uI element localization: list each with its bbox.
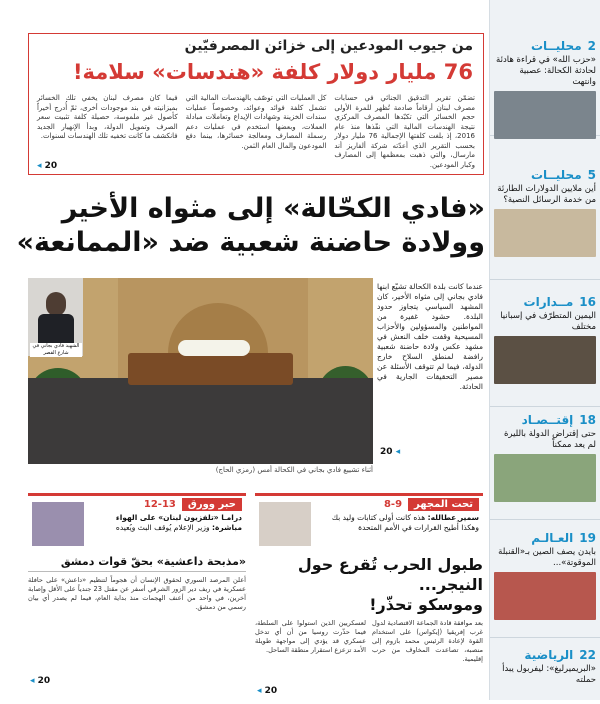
sidebar-item-world[interactable] [490,528,600,638]
sidebar-item-category: محليــات [530,168,582,182]
top-story-columns [36,94,475,169]
main-story-page-ref[interactable] [380,447,400,457]
box-pages: 8-9 [383,499,403,510]
sidebar-item-page-number: 16 [579,295,596,309]
sidebar-item-text: «البريميرليغ»: ليفربول يبدأ حملته [502,664,596,685]
niger-columns [255,619,483,704]
arrow-icon: ◂ [37,161,42,171]
box-text-rest: وزير الإعلام يُوقف البث ويُعيده [115,523,212,532]
box-under-microscope[interactable] [255,493,483,551]
sidebar-item-photo [494,209,596,257]
portrait-body [38,314,74,344]
niger-page-ref[interactable] [257,686,277,696]
main-story-body: عندما كانت بلدة الكحالة تشيّع ابنها فادي بجاني إلى مثواه الأخير، كان المشهد السياسي يتجاوز حدود البلدة. حشود غفيرة من المواطنين والمسؤولين والأحزاب المسيحية وقفت خلف النعش في مشهد عكس ولادة حاضنة شعبية رافضة لمنطق السلاح خارج الدولة، فيما لم تتوقف الأسئلة عن مصير التحقيقات الجارية في الحادثة. [377,282,483,391]
arrow-icon: ◂ [395,447,401,457]
niger-story[interactable] [255,555,483,700]
sidebar-item-page-number: 22 [579,648,596,662]
sidebar [489,0,600,700]
sidebar-item-local-2[interactable] [490,165,600,280]
box-text-rest: هذه كانت أولى كتابات وليد بك وهكذا أُطيح القرارات في الأمم المتحدة [331,513,479,532]
sidebar-item-category: الرياضية [524,648,574,662]
box-text [313,513,483,533]
crowd [28,378,373,464]
top-story-box[interactable] [28,33,484,175]
niger-headline-line-1: طبول الحرب تُقرع حول النيجر... [297,555,483,594]
sidebar-item-sports[interactable] [490,645,600,700]
sidebar-item-category: إقتــصـاد [521,413,574,427]
main-headline[interactable] [16,192,485,260]
box-pages: 12-13 [143,499,176,510]
main-headline-line-2: وولادة حاضنة شعبية ضد «الممانعة» [16,227,485,258]
page-ref-number: 20 [264,686,278,696]
top-story-column-2: كل العمليات التي توصّف بالهندسات المالية التي تشمل كلفة فوائد وعوائد، وخصوصاً عمليات سندات الخزينة وشهادات الإيداع وتعاملات مبادلة العملات، وبعضها استخدم في عمليات دعم رسملة المصارف ومعالجة خسائرها، بينما دفع المودعون والمال العام الثمن. [185,94,327,150]
sidebar-item-photo [494,91,596,139]
top-story-column-1: تضمّن تقرير التدقيق الجنائي في حسابات مصرف لبنان أرقاماً صادمة تُظهر للمرة الأولى حجم الخسائر التي تكبّدها المصرف المركزي نتيجة الهندسات المالية التي نفّذها منذ عام 2016، إذ بلغت كلفتها الإجمالية 76 مليار دولار بحسب التقرير الذي أعدّته شركة ألفاريز أند مارسال، والتي ذهبت بمعظمها إلى المصارف وكبار المودعين. [334,94,475,169]
top-story-page-ref[interactable] [37,161,57,171]
sidebar-item-photo [494,572,596,620]
box-text-lead: درامـا «تلفزيون لبنان» على الهواء مباشرة: [115,513,242,532]
sidebar-item-economy[interactable] [490,410,600,520]
sidebar-item-page-number: 19 [579,531,596,545]
sidebar-item-photo [494,336,596,384]
sidebar-item-text: بايدن يصف الصين بـ«القنبلة الموقوتة»... [498,547,596,568]
sidebar-item-category: العـالـم [531,531,574,545]
arrow-icon: ◂ [257,686,262,696]
sidebar-item-text: حتى إقتراض الدولة بالليرة لم يعد ممكناً [503,429,596,450]
page-ref-number: 20 [37,676,51,686]
main-headline-line-1: «فادي الكحّالة» إلى مثواه الأخير [61,193,485,224]
sidebar-item-category: مــدارات [523,295,574,309]
box-title: تحت المجهر [408,498,479,511]
coffin [128,353,293,385]
box-ink-and-paper[interactable] [28,493,246,551]
niger-column-2: لعسكريين الذين استولوا على السلطة، فيما حذّرت روسيا من أن أي تدخل عسكري قد يؤدي إلى مواجهة طويلة الأمد تزعزع استقرار منطقة الساحل. [255,619,366,654]
top-story-kicker: من جيوب المودعين إلى خزائن المصرفيّين [184,38,473,54]
arrow-icon: ◂ [30,676,35,686]
funeral-photo [28,278,373,464]
damascus-body: أعلن المرصد السوري لحقوق الإنسان أن هجوماً لتنظيم «داعش» على حافلة عسكرية في ريف دير الزور الشرقي أسفر عن مقتل 23 جندياً على الأقل وإصابة آخرين، في واحد من أعنف الهجمات منذ بداية العام، فيما لم يصدر أي بيان رسمي من دمشق. [28,576,246,611]
sidebar-item-madarat[interactable] [490,292,600,407]
sidebar-item-text: «حزب الله» في قراءة هادئة لحادثة الكحالة: عصبية وانتهت [496,55,596,87]
sidebar-item-page-number: 18 [579,413,596,427]
sidebar-item-page-number: 2 [587,39,596,53]
page-ref-number: 20 [44,161,58,171]
niger-headline-line-2: وموسكو تحذّر! [369,595,483,614]
sidebar-item-page-number: 5 [587,168,596,182]
flowers [178,340,250,356]
damascus-headline: «مذبحة داعشية» بحقّ قوات دمشق [28,555,246,572]
sidebar-item-text: أين ملايين الدولارات الطارئة من خدمة الرسائل النصية؟ [497,184,596,205]
page-ref-number: 20 [380,447,393,457]
damascus-story[interactable] [28,555,246,700]
inset-caption: الشهيد فادي بجاني في شارع القصر [30,343,82,357]
sidebar-item-category: محليــات [530,39,582,53]
top-story-headline: 76 مليار دولار كلفة «هندسات» سلامة! [72,60,473,84]
sidebar-item-local-1[interactable] [490,36,600,136]
box-title: حبر وورق [182,498,242,511]
sidebar-item-photo [494,454,596,502]
niger-column-1: بعد موافقة قادة الجماعة الاقتصادية لدول غرب إفريقيا (إيكواس) على استخدام القوة لإعادة الرئيس محمد بازوم إلى منصبه، تصاعدت المخاوف من حرب إقليمية. [372,619,483,663]
top-story-column-3: فيما كان مصرف لبنان يخفي تلك الخسائر بميزانيته في بند موجودات أخرى، ثمّ أُدرج أخيراً كأصول غير ملموسة، حصيلة كلفة تثبيت سعر الصرف وتمويل الدولة، وبدأ الإنهيار الجديد فانكشف ما كانت تخفيه تلك الهندسات لسنوات. [36,94,178,140]
box-thumbnail [259,502,311,546]
sidebar-item-text: اليمين المتطرّف في إسبانيا مختلف [500,311,596,332]
damascus-page-ref[interactable] [30,676,50,686]
photo-caption: أثناء تشييع فادي بجاني في الكحالة أمس (رمزي الحاج) [215,466,373,474]
box-text [86,513,246,533]
box-thumbnail [32,502,84,546]
portrait-face [46,292,66,316]
box-text-lead: سمير عطالله: [427,513,479,522]
